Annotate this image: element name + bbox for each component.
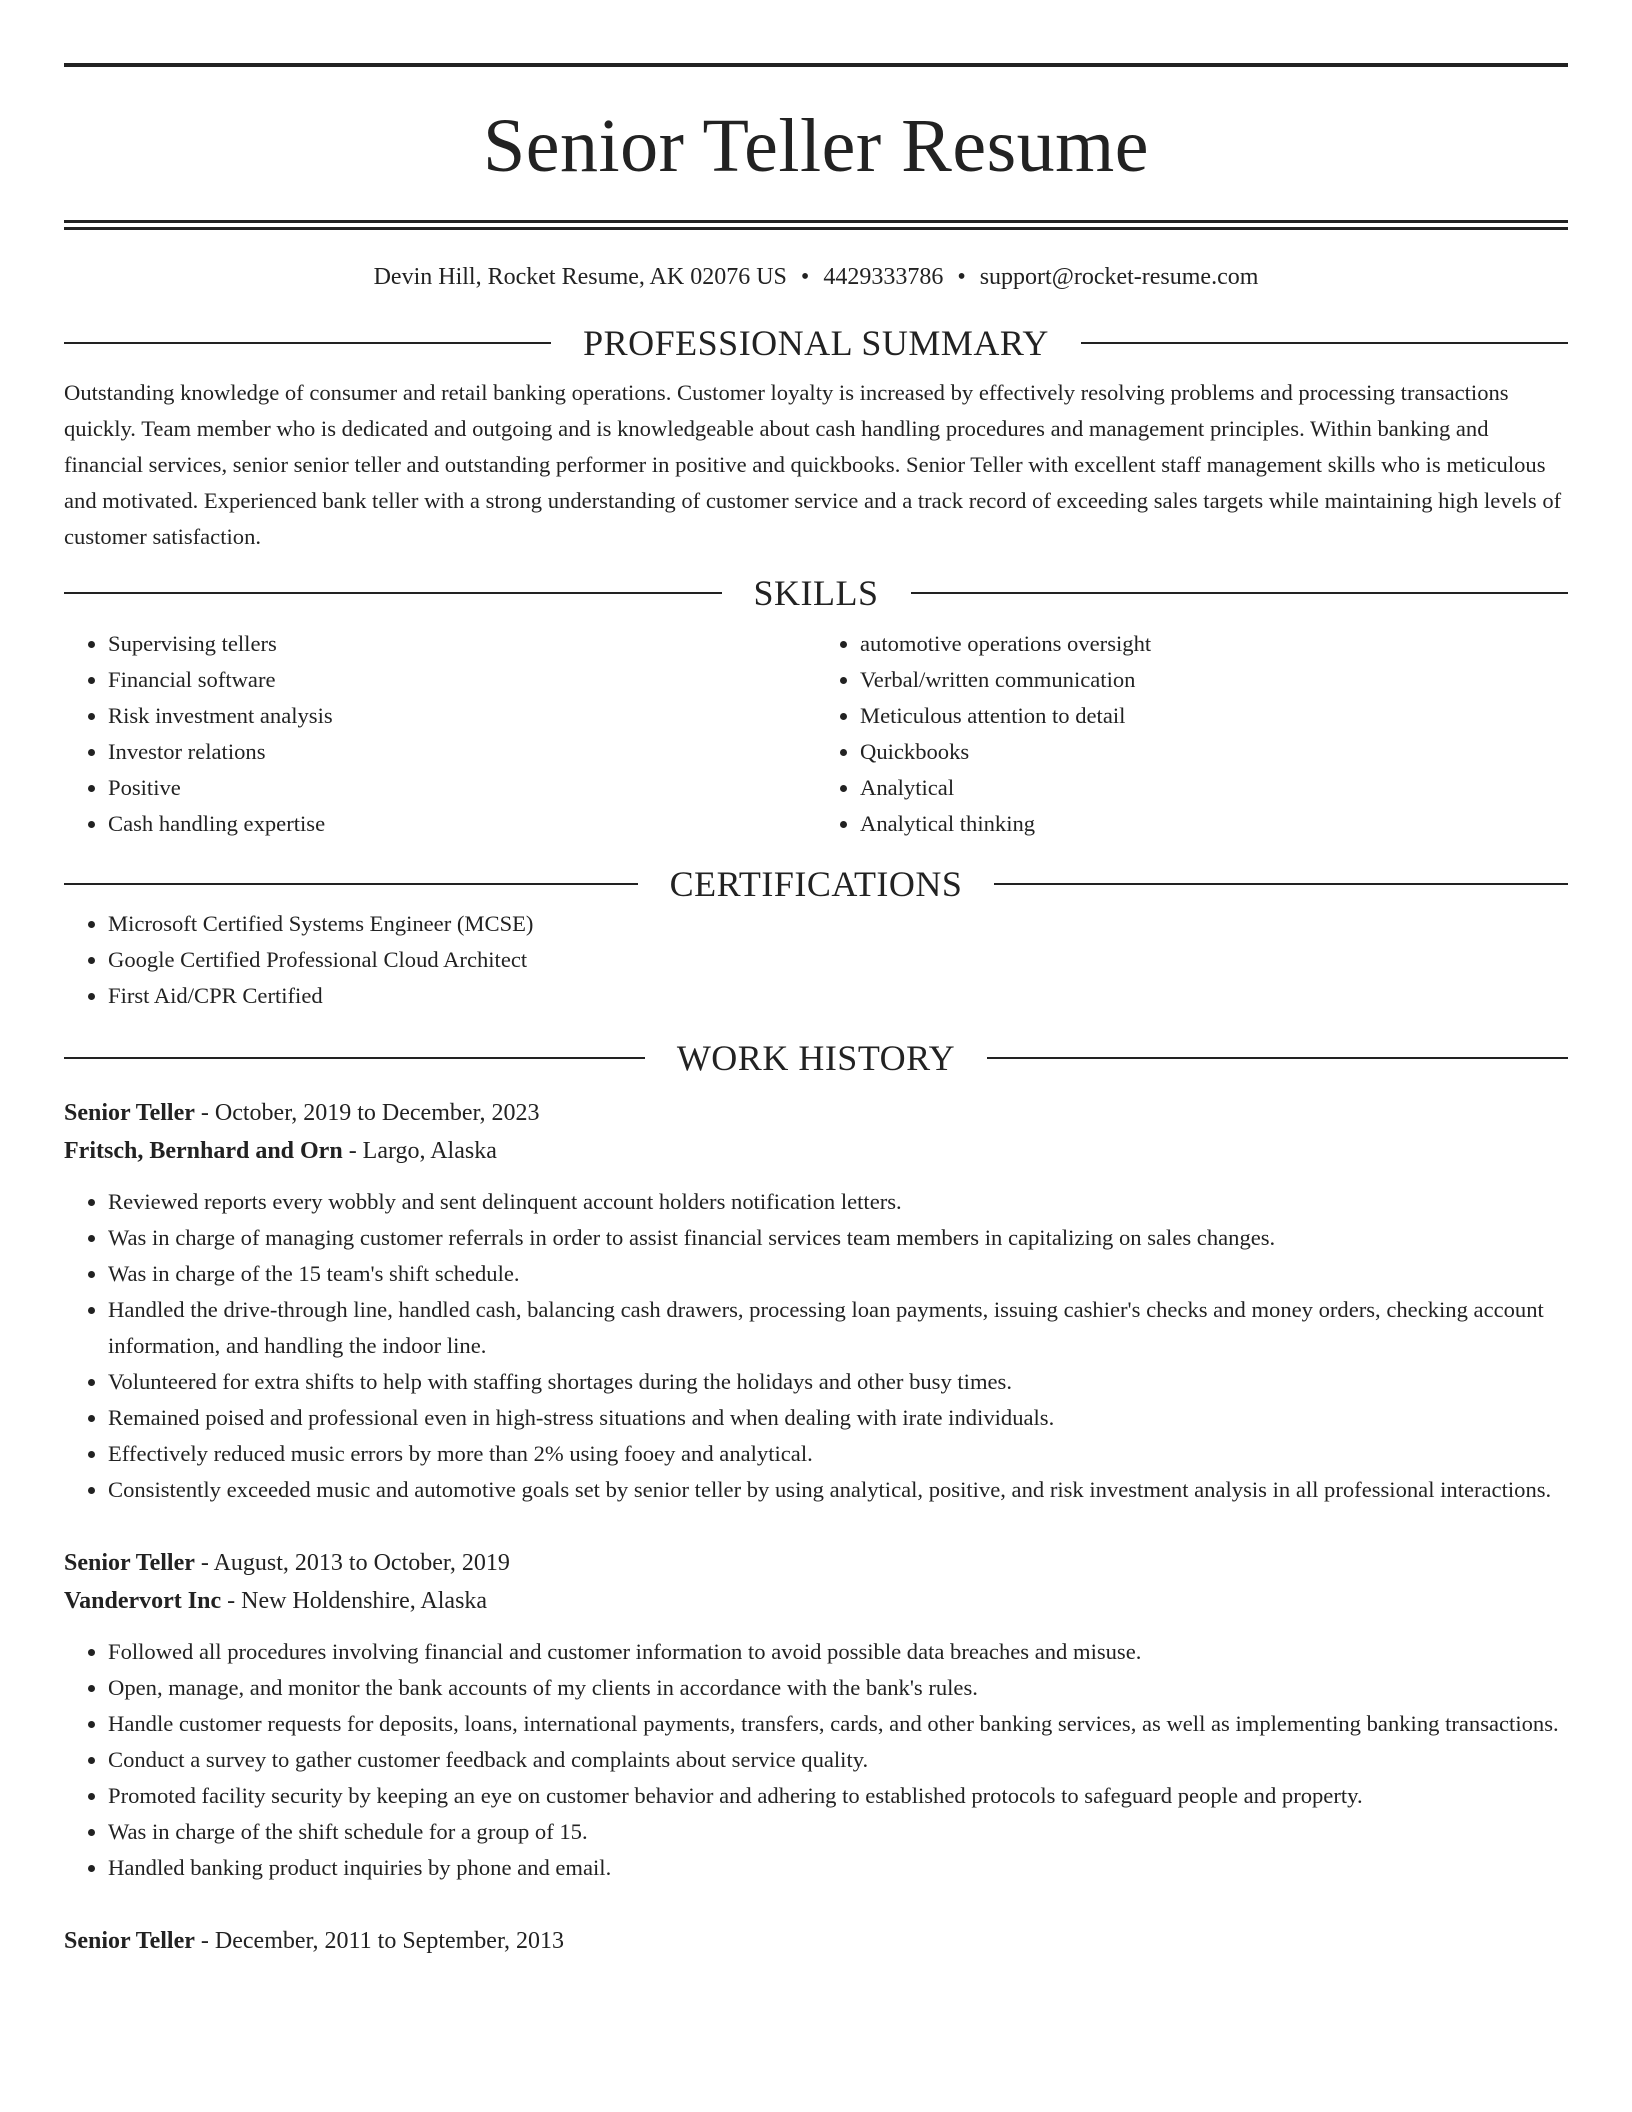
job-title-line	[64, 1922, 1568, 1960]
job-company-line	[64, 1582, 1568, 1620]
job-duty: • Handled banking product inquiries by phone and email.	[108, 1850, 1568, 1886]
skill-item: • Meticulous attention to detail	[860, 698, 1568, 734]
skills-list	[64, 626, 1568, 842]
job-duty: • Followed all procedures involving financial and customer information to avoid possible data breaches and misuse.	[108, 1634, 1568, 1670]
job-duty: • Was in charge of managing customer referrals in order to assist financial services team members in capitalizing on sales changes.	[108, 1220, 1568, 1256]
top-rule	[64, 63, 1568, 67]
skill-item: • Investor relations	[108, 734, 816, 770]
contact-address: Devin Hill, Rocket Resume, AK 02076 US	[373, 264, 787, 290]
job-duty: • Was in charge of the 15 team's shift schedule.	[108, 1256, 1568, 1292]
certifications-heading: CERTIFICATIONS	[669, 864, 963, 904]
job-duty: • Handle customer requests for deposits, loans, international payments, transfers, cards, and other banking services, as well as implementing banking transactions.	[108, 1706, 1568, 1742]
certification-item: • First Aid/CPR Certified	[108, 978, 1568, 1014]
divider	[64, 883, 638, 885]
certifications-list	[64, 906, 1568, 1014]
skills-heading: SKILLS	[753, 573, 879, 613]
skill-item: • Analytical	[860, 770, 1568, 806]
contact-phone: 4429333786	[823, 264, 944, 290]
job-dates: - December, 2011 to September, 2013	[194, 1928, 564, 1954]
job-title: Senior Teller	[64, 1100, 195, 1126]
skill-item: • automotive operations oversight	[860, 626, 1568, 662]
resume-page	[64, 0, 1568, 1960]
job-duty: • Open, manage, and monitor the bank accounts of my clients in accordance with the bank's rules.	[108, 1670, 1568, 1706]
job-duty: • Consistently exceeded music and automotive goals set by senior teller by using analytical, positive, and risk investment analysis in all professional interactions.	[108, 1472, 1568, 1508]
summary-section-header	[64, 321, 1568, 365]
job-title-line	[64, 1544, 1568, 1582]
job-company-line	[64, 1132, 1568, 1170]
skill-item: • Cash handling expertise	[108, 806, 816, 842]
page-title: Senior Teller Resume	[482, 104, 1150, 188]
summary-text: Outstanding knowledge of consumer and retail banking operations. Customer loyalty is increased by effectively resolving problems and processing transactions quickly. Team member who is dedicated and outgoing and is knowledgeable about cash handling procedures and management principles. Within banking and financial services, senior senior teller and outstanding performer in positive and quickbooks. Senior Teller with excellent staff management skills who is meticulous and motivated. Experienced bank teller with a strong understanding of customer service and a track record of exceeding sales targets while maintaining high levels of customer satisfaction.	[64, 380, 1562, 549]
job-dates: - August, 2013 to October, 2019	[194, 1550, 510, 1576]
job-duties	[64, 1634, 1568, 1886]
skill-item: • Verbal/written communication	[860, 662, 1568, 698]
job-title: Senior Teller	[64, 1550, 195, 1576]
job-duty: • Volunteered for extra shifts to help with staffing shortages during the holidays and other busy times.	[108, 1364, 1568, 1400]
skill-item: • Risk investment analysis	[108, 698, 816, 734]
job-entry	[64, 1544, 1568, 1886]
skills-column-right	[816, 626, 1568, 842]
job-duty: • Promoted facility security by keeping an eye on customer behavior and adhering to established protocols to safeguard people and property.	[108, 1778, 1568, 1814]
work-heading: WORK HISTORY	[676, 1038, 956, 1078]
certification-item: • Microsoft Certified Systems Engineer (MCSE)	[108, 906, 1568, 942]
title-double-rule	[64, 220, 1568, 230]
job-dates: - October, 2019 to December, 2023	[194, 1100, 540, 1126]
divider	[994, 883, 1568, 885]
job-title: Senior Teller	[64, 1928, 195, 1954]
job-duty: • Conduct a survey to gather customer feedback and complaints about service quality.	[108, 1742, 1568, 1778]
job-duties	[64, 1184, 1568, 1508]
summary-heading: PROFESSIONAL SUMMARY	[583, 323, 1049, 363]
job-duty: • Remained poised and professional even in high-stress situations and when dealing with irate individuals.	[108, 1400, 1568, 1436]
job-company: Vandervort Inc	[64, 1588, 222, 1614]
job-duty: • Effectively reduced music errors by more than 2% using fooey and analytical.	[108, 1436, 1568, 1472]
work-section-header	[64, 1036, 1568, 1080]
contact-separator: •	[800, 264, 810, 290]
job-title-line	[64, 1094, 1568, 1132]
skill-item: • Analytical thinking	[860, 806, 1568, 842]
job-company: Fritsch, Bernhard and Orn	[64, 1138, 343, 1164]
job-location: - Largo, Alaska	[342, 1138, 497, 1164]
divider	[64, 342, 551, 344]
certification-item: • Google Certified Professional Cloud Architect	[108, 942, 1568, 978]
skill-item: • Quickbooks	[860, 734, 1568, 770]
job-duty: • Was in charge of the shift schedule for a group of 15.	[108, 1814, 1568, 1850]
job-entry	[64, 1922, 1568, 1960]
certifications-section-header	[64, 862, 1568, 906]
skill-item: • Financial software	[108, 662, 816, 698]
divider	[64, 1057, 645, 1059]
contact-line	[64, 261, 1568, 293]
divider	[987, 1057, 1568, 1059]
skills-section-header	[64, 571, 1568, 615]
contact-separator: •	[957, 264, 966, 290]
skill-item: • Positive	[108, 770, 816, 806]
job-duty: • Reviewed reports every wobbly and sent delinquent account holders notification letters.	[108, 1184, 1568, 1220]
job-entry	[64, 1094, 1568, 1508]
job-location: - New Holdenshire, Alaska	[221, 1588, 488, 1614]
job-duty: • Handled the drive-through line, handled cash, balancing cash drawers, processing loan payments, issuing cashier's checks and money orders, checking account information, and handling the indoor line.	[108, 1292, 1568, 1364]
skill-item: • Supervising tellers	[108, 626, 816, 662]
divider	[64, 592, 722, 594]
contact-email: support@rocket-resume.com	[979, 264, 1259, 290]
divider	[911, 592, 1569, 594]
skills-column-left	[64, 626, 816, 842]
divider	[1081, 342, 1568, 344]
